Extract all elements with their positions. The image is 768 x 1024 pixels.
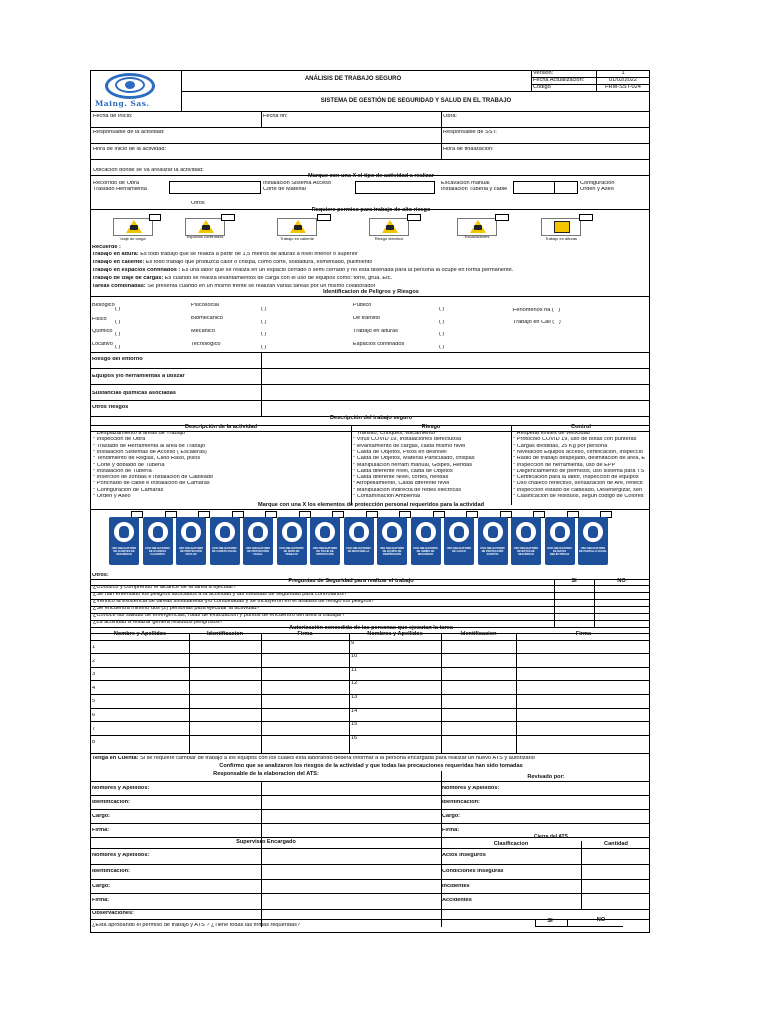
peligro-publico: Publico: [353, 303, 372, 308]
auth-h-nombre-r: Nombres y Apellidos: [367, 631, 423, 637]
obra-label: Obra:: [443, 114, 457, 119]
epp-pictogram-icon: [112, 520, 136, 544]
ubicacion-label: Ubicación donde se va arealizar la actividad:: [93, 168, 204, 173]
izaje-icon: [113, 218, 153, 236]
pregunta-item: ¿Conozco y comprendo el alcance de la tarea a ejecutar?: [93, 585, 237, 590]
trabajo-caliente-icon: [277, 218, 317, 236]
caliente-label: Trabajo en caliente: [280, 236, 314, 241]
auth-row-number: 15: [351, 722, 358, 728]
auth-row-number: 14: [351, 708, 358, 714]
sup-identificacion: Identificacion:: [92, 869, 130, 874]
paren-con[interactable]: ( ): [439, 345, 445, 350]
check-excavaciones[interactable]: [495, 214, 509, 221]
resp-identificacion: Identificacion:: [92, 800, 130, 805]
actividad-recorrido: Recorrido de Obra: [93, 181, 140, 186]
auth-row-number: 7: [92, 726, 96, 732]
epp-sign-icon: [478, 517, 508, 565]
descripcion-riesgos-item: * Caida diferente nivel, caida de Objetos: [353, 468, 453, 474]
auth-h-firma-l: Firma: [297, 631, 313, 637]
descripcion-heading: Descripción del trabajo seguro: [329, 415, 413, 421]
responsable-sst-label: Responsable de SST:: [443, 130, 497, 135]
pregunta-item: ¿Se han entendido los peligros asociados a la actividad y las medidas de seguridad para controlarlos?: [93, 592, 348, 597]
company-name: Maing. Sas.: [95, 99, 150, 108]
auth-h-id-r: Identificacion: [460, 631, 497, 637]
auth-row-number: 11: [351, 667, 357, 673]
cierre-heading: Cierre del ATS: [534, 834, 568, 840]
epp-pictogram-icon: [414, 520, 438, 544]
epp-sign-icon: [578, 517, 608, 565]
check-configuracion[interactable]: [554, 181, 578, 194]
descripcion-riesgos-item: * levantamiento de cargas, caida mismo nivel: [353, 443, 466, 449]
logo-dot: [125, 81, 135, 89]
epp-pictogram-icon: [447, 520, 471, 544]
rev-nombres: Nombres y Apellidos:: [442, 786, 500, 791]
epp-pictogram-icon: [380, 520, 404, 544]
descripcion-controles-item: * Certificación para la labor, Inspección de equipos: [513, 475, 639, 481]
epp-pictogram-icon: [179, 520, 203, 544]
check-electrico[interactable]: [407, 214, 421, 221]
form-subtitle: SISTEMA DE GESTIÓN DE SEGURIDAD Y SALUD EN EL TRABAJO: [320, 98, 512, 104]
auth-row-number: 3: [92, 672, 96, 678]
descripcion-actividades-item: * Inspeccion de Obra: [93, 437, 146, 443]
descripcion-col-riesgo: Riesgo: [421, 424, 441, 430]
epp-caption: USO OBLIGATORIO DE EQUIPO DE RESPIRACIÓN: [379, 547, 405, 556]
descripcion-actividades-item: * Desplazamiento a areas de Trabajo: [93, 431, 186, 436]
def-caliente: Trabajo en caliente: Es todo trabajo que produzca calor o chispa, como corte, soldadura, esmerilado, pulimiento: [92, 260, 373, 265]
auth-row-number: 4: [92, 685, 96, 691]
tenga-en-cuenta: Tenga en Cuenta: Si se requiere cambiar de trabajo a los equipos con los cuales esta laborando deberá informar a la persona encargada para realizar un nuevo ATS y autorizarlo: [92, 756, 535, 761]
epp-pictogram-icon: [514, 520, 538, 544]
sup-firma: Firma:: [92, 898, 110, 903]
epp-pictogram-icon: [347, 520, 371, 544]
otros-riesgos-label: Otros riesgos: [92, 405, 129, 410]
cierre-condiciones: Condiciones Inseguras: [442, 869, 504, 874]
responsable-actividad-label: Responsable de la actividad:: [93, 130, 165, 135]
revisado-heading: Revisado por:: [527, 774, 565, 780]
auth-h-nombre-l: Nombre y Apellidos: [113, 631, 167, 637]
epp-sign-icon: [109, 517, 139, 565]
auth-row-number: 10: [351, 654, 358, 660]
descripcion-actividades-item: * Inserción de zondas e Instalación de Cableado: [93, 475, 214, 481]
check-confinados[interactable]: [221, 214, 235, 221]
recuerde-label: Recuerde :: [92, 245, 121, 250]
epp-caption: USO OBLIGATORIO DE GUANTES DE SEGURIDAD: [111, 547, 137, 556]
epp-pictogram-icon: [280, 520, 304, 544]
equipos-label: Equipos y/o herramientas a utilizar: [92, 374, 185, 379]
descripcion-actividades-item: * Instalacion Sistemas de Acceso ( Escaleras): [93, 449, 207, 455]
code-label: Codigo: [533, 84, 551, 90]
pregunta-item: ¿Se encuentra minimo dos (2) personas para ejecutar la actividad?: [93, 606, 260, 611]
riesgo-entorno-label: Riesgo del entorno: [92, 357, 143, 362]
peligro-transito: De transito: [353, 316, 381, 321]
resp-nombres: Nombres y Apellidos:: [92, 786, 150, 791]
epp-pictogram-icon: [246, 520, 270, 544]
descripcion-col-control: Control: [571, 424, 591, 430]
auth-row-number: 9: [351, 640, 355, 646]
paren-tec[interactable]: ( ): [261, 345, 267, 350]
cierre-clasificacion: Clasificacion: [493, 841, 529, 847]
cierre-incidentes: Incidentes: [442, 884, 470, 889]
check-recorrido[interactable]: [169, 181, 261, 194]
check-instalacion-acceso[interactable]: [355, 181, 435, 194]
auth-row-number: 13: [351, 694, 358, 700]
def-altura: Trabajo en altura: Es todo trabajo que se realiza a partir de 1,5 metros de alturas a nivel inferior o superior: [92, 252, 358, 257]
paren-qui[interactable]: ( ): [115, 332, 121, 337]
excavaciones-label: Excavaciones: [464, 234, 490, 239]
auth-h-firma-r: Firma: [575, 631, 592, 637]
code-value: FRM-SST-024: [605, 84, 641, 90]
epp-pictogram-icon: [581, 520, 605, 544]
actividad-traslado: Traslado Herramienta: [93, 187, 147, 192]
actividad-otros: Otros: [191, 201, 205, 206]
descripcion-controles-item: * Inspección de herramienta, uso de EPP: [513, 462, 616, 468]
epp-sign-icon: [210, 517, 240, 565]
actividad-heading: Marque con una X el tipo de actividad a realizar: [308, 173, 434, 179]
descripcion-actividades-item: * Orden y Aseo: [93, 494, 131, 499]
epp-sign-icon: [310, 517, 340, 565]
paren-pub[interactable]: ( ): [439, 307, 445, 312]
pregunta-item: ¿Conoce las salidas de emergencias, rutas de evacuacion y puntos de encuentro del área a trabajar?: [93, 613, 345, 618]
epp-sign-icon: [344, 517, 374, 565]
epp-caption: USO OBLIGATORIO DE TRAJE DE PROTECCIÓN: [312, 547, 338, 556]
company-logo: [91, 71, 181, 111]
epp-sign-icon: [377, 517, 407, 565]
alturas-label: Trabajo en alturas: [544, 236, 578, 241]
epp-caption: USO OBLIGATORIO DE ROPA DE TRABAJO: [279, 547, 304, 556]
descripcion-actividades-item: * Corte y doblado de Tubería: [93, 462, 165, 468]
trabajo-alturas-icon: [541, 218, 581, 236]
descripcion-riesgos-item: * Manipulacion herram manual, Golpes, Heridas: [353, 462, 473, 468]
descripcion-riesgos-item: * Transito, Choques, volcamiento: [353, 431, 436, 436]
descripcion-controles-item: * Inspección estado de cableado, Desenergizar, señ: [513, 487, 643, 493]
supervisor-heading: Supervisro Encargado: [236, 839, 296, 845]
descripcion-riesgos-item: * Manipulacion Indirecta de redes electricas: [353, 487, 462, 493]
epp-caption: USO OBLIGATORIO DE PROTECCIÓN AUDITIVA: [480, 547, 505, 556]
update-label: Fecha Actualización:: [533, 78, 585, 83]
descripcion-riesgos-item: * Caida diferente Nivel, cortes, heridas: [353, 475, 449, 481]
paren-bio[interactable]: ( ): [115, 307, 121, 312]
actividad-excavacion: Excavacion manual: [441, 181, 490, 186]
descripcion-controles-item: * Cargas divididas, 25 Kg por persona: [513, 443, 608, 449]
descripcion-actividades-item: * Configuracion de Camaras: [93, 487, 164, 493]
cierre-cantidad: Cantidad: [604, 841, 628, 847]
confinados-label: Espacios confinados: [186, 234, 224, 239]
auth-row-number: 12: [351, 681, 358, 687]
sup-nombres: Nombres y Apellidos:: [92, 853, 150, 858]
pregunta-item: ¿Verifico la existencia de tareas simultaneas y/o combinadas y se incluyeron en el analisis de riesgo los peligros?: [93, 599, 375, 604]
descripcion-actividades-item: * Tendimiento de Reglas, Cielo Raso, pisos: [93, 456, 201, 462]
observaciones-label: Observaciones:: [92, 911, 134, 916]
sustancias-label: Sustancias químicas asociadas: [92, 391, 176, 396]
epp-caption: USO OBLIGATORIO DE PROTECCIÓN OCULAR: [178, 547, 204, 556]
actividad-orden: Orden y Aseo: [580, 187, 614, 192]
responsable-heading: Responsable de la elaboracion del ATS:: [213, 771, 319, 777]
fecha-fin-label: Fecha fin:: [263, 114, 288, 119]
check-excavacion[interactable]: [513, 181, 555, 194]
final-si[interactable]: SI: [547, 918, 553, 924]
auth-row-number: 16: [351, 735, 358, 741]
autorizacion-heading: Autorización concedida de las personas que ejecutan la tarea: [289, 625, 453, 631]
epp-sign-icon: [143, 517, 173, 565]
epp-sign-icon: [176, 517, 206, 565]
epp-pictogram-icon: [548, 520, 572, 544]
actividad-instalacion-tuberia: Instalacion Tuberia y cable: [441, 187, 508, 192]
peligro-trabajo-cali: Trabajo en Cali ( ): [513, 320, 561, 325]
resp-cargo: Cargo:: [92, 814, 111, 819]
auth-h-id-l: Identificacion: [206, 631, 244, 637]
rev-cargo: Cargo:: [442, 814, 461, 819]
descripcion-riesgos-item: * Contaminación Ambiental: [353, 494, 421, 499]
paren-alt[interactable]: ( ): [439, 332, 445, 337]
epp-sign-icon: [511, 517, 541, 565]
peligro-fenomenos: Fenomenos na ( ): [513, 308, 561, 313]
epp-sign-icon: [444, 517, 474, 565]
peligro-mecanico: Mecánico: [191, 329, 215, 334]
cierre-accidentes: Accidentes: [442, 898, 472, 903]
peligro-biomecanico: Biomecánico: [191, 316, 224, 321]
form-title: ANÁLISIS DE TRABAJO SEGURO: [304, 76, 402, 82]
epp-caption: USO OBLIGATORIO DE ARNÉS DE SEGURIDAD: [413, 547, 438, 556]
pregunta-final: ¿Esta aprobando el permiso de trabajo y ATS ? ¿Tiene todas las firmas requeridas?: [92, 923, 301, 928]
descripcion-riesgos-item: * Caida de Objetos, Pisos en desnivel: [353, 449, 447, 455]
electrico-label: Riesgo eléctrico: [374, 236, 404, 241]
rev-identificacion: Identificacion:: [442, 800, 480, 805]
epp-caption: USO OBLIGATORIO DE CARETA FACIAL: [212, 547, 237, 553]
peligros-heading: Identificacion de Peligros y Riesgos: [323, 289, 419, 295]
epp-sign-icon: [277, 517, 307, 565]
epp-caption: USO OBLIGATORIO DE CASCO: [446, 547, 472, 553]
hora-fin-label: Hora de finalizacion:: [443, 147, 494, 152]
actividad-instalacion-acceso: Instalacion Sistema Acceso: [263, 181, 332, 186]
check-caliente[interactable]: [317, 214, 331, 221]
version-label: Version:: [533, 71, 554, 76]
descripcion-riesgos-item: * Atropellamiento, Caida diferente nivel: [353, 481, 450, 487]
descripcion-controles-item: * Uso chaleco reflectivo, señalización de Are, reflecti: [513, 481, 643, 487]
peligro-tecnologico: Tecnológico: [191, 342, 221, 347]
preguntas-heading: Preguntas de Seguridad para realizar el trabajo: [288, 578, 414, 584]
descripcion-controles-item: * Clasificación de residuos, según código de Colores: [513, 494, 644, 499]
final-no[interactable]: NO: [596, 917, 606, 923]
auth-row-number: 6: [92, 713, 96, 718]
epp-sign-icon: [545, 517, 575, 565]
epp-caption: USO OBLIGATORIO DE GUANTES CALIENTES: [145, 547, 170, 556]
paren-mec[interactable]: ( ): [261, 332, 267, 337]
check-izaje[interactable]: [149, 214, 161, 221]
paren-tra[interactable]: ( ): [439, 320, 445, 325]
epp-caption: USO OBLIGATORIO DE PANTALLA FACIAL: [579, 547, 607, 553]
ats-form: [90, 70, 650, 933]
descripcion-riesgos-item: * Virus COVID 19, Instalaciones defectuosa: [353, 437, 462, 443]
epp-caption: USO OBLIGATORIO DE BOTAS DIELÉCTRICAS: [547, 547, 572, 556]
auth-row-number: 5: [92, 699, 96, 705]
descripcion-controles-item: * Respetar limites de velocidad: [513, 431, 590, 436]
descripcion-actividades-item: * Ponchado de cable e Instalación de Cámaras: [93, 481, 210, 487]
paren-fis[interactable]: ( ): [115, 320, 121, 325]
descripcion-actividades-item: * Instalación de Tubería: [93, 468, 152, 474]
peligro-alturas: Trabajo en alturas: [353, 329, 398, 334]
descripcion-actividades-item: * Traslado de Herramienta al area de Trabajo: [93, 443, 205, 449]
actividad-configuracion: Configuracion: [580, 181, 615, 186]
preguntas-no: NO: [617, 578, 626, 584]
paren-bim[interactable]: ( ): [261, 320, 267, 325]
def-combinadas: Tareas combinadas: Se presenta cuando en un mismo frente se realizan varias tareas por un mismo colaborador: [92, 284, 376, 289]
confirmo-text: Confirmo que se analizaron los riesgos de la actividad y que todas las precauciones requeridas han sido tomadas: [219, 763, 523, 769]
peligro-confinados: Espacios confinados: [353, 342, 405, 347]
epp-caption: USO OBLIGATORIO DE PROTECCIÓN FACIAL: [245, 547, 271, 556]
def-confinados: Trabajo en espacios confinados : Es una labor que se realiza en un espacio cerrado o semi cerrado y no esta diseñada para la persona la ocupe en forma permanente.: [92, 268, 514, 273]
fecha-inicio-label: Fecha de Inicio:: [93, 114, 133, 119]
epp-caption: USO OBLIGATORIO DE BOTAS DE SEGURIDAD: [513, 547, 539, 556]
descripcion-controles-item: * Diligenciamiento de permisos, uso sistema para TS: [513, 468, 645, 474]
descripcion-col-actividad: Descripción de la actividad: [184, 424, 258, 430]
peligro-locativo: Locativo: [92, 342, 113, 347]
permiso-heading: Requiere permiso para trabajo de alto riesgo: [311, 207, 431, 213]
hora-inicio-label: Hora de inicio de la actividad:: [93, 147, 167, 152]
paren-psi[interactable]: ( ): [261, 307, 267, 312]
descripcion-controles-item: * Radio de trabajo despejado, delimitación de area, E: [513, 456, 646, 462]
update-value: 01/02/2022: [609, 78, 637, 83]
peligro-quimico: Quimico: [92, 329, 113, 334]
check-alturas[interactable]: [579, 214, 593, 221]
peligro-biologico: Biologico: [92, 303, 115, 308]
pregunta-item: ¿La actividad a realizar genera residuos peligrosos?: [93, 620, 223, 625]
sup-cargo: Cargo:: [92, 884, 111, 889]
version-value: 1: [621, 71, 625, 76]
auth-row-number: 1: [92, 645, 96, 650]
rev-firma: Firma:: [442, 828, 460, 833]
paren-loc[interactable]: ( ): [115, 345, 121, 350]
epp-pictogram-icon: [146, 520, 170, 544]
izaje-label: Izaje de carga: [120, 236, 146, 241]
descripcion-controles-item: * Protocolo COVID 19, uso de botas con punteras: [513, 437, 637, 443]
epp-pictogram-icon: [481, 520, 505, 544]
epp-sign-icon: [411, 517, 441, 565]
epp-pictogram-icon: [213, 520, 237, 544]
auth-row-number: 2: [92, 658, 96, 664]
auth-row-number: 8: [92, 740, 96, 746]
descripcion-controles-item: * Nivelación Equipos acceso, certificación, Inspeccio: [513, 449, 643, 455]
epp-otros: Otros:: [92, 573, 109, 578]
preguntas-si: SI: [571, 578, 577, 584]
resp-firma: Firma:: [92, 828, 110, 833]
def-izaje: Trabajo de izaje de cargas: Es cuando se realiza levantamientos de carga con el uso de equipos como: torre, grúa. Etc.: [92, 276, 393, 281]
epp-heading: Marque con una X los elementos de protección personal requeridos para la actividad: [258, 502, 484, 508]
peligro-fisico: Fisico: [92, 317, 107, 322]
descripcion-riesgos-item: * Caida de Objetos, Material Particulado, chispas: [353, 456, 475, 462]
peligro-psicosocial: Psicosocial: [191, 303, 219, 308]
epp-caption: USO OBLIGATORIO DE MASCARILLA: [346, 547, 371, 553]
riesgo-electrico-icon: [369, 218, 409, 236]
epp-pictogram-icon: [313, 520, 337, 544]
cierre-actos: Actos Inseguros: [442, 853, 486, 858]
epp-sign-icon: [243, 517, 273, 565]
actividad-corte: Corte de Material: [263, 187, 306, 192]
